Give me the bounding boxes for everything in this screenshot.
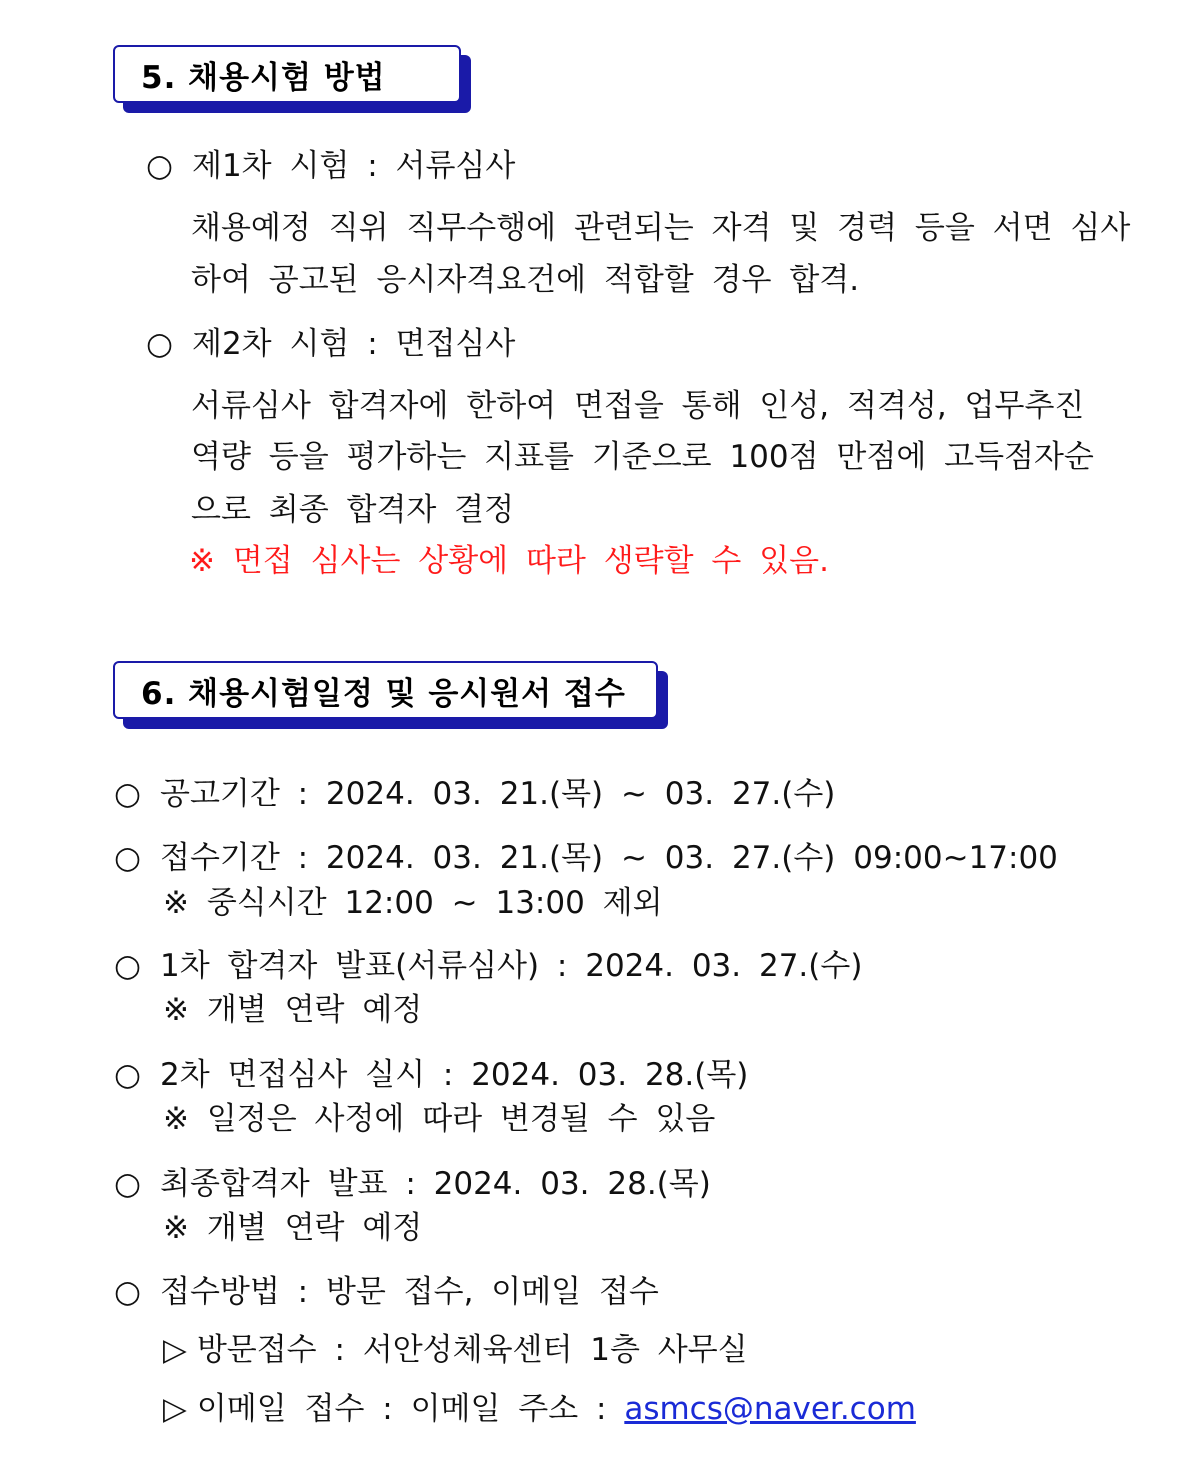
schedule-item-interview (114, 1055, 748, 1095)
schedule-item-final-result (114, 1164, 711, 1204)
section-5-header (113, 45, 461, 103)
circle-bullet-icon: ○ (114, 1274, 142, 1310)
exam-2-label: 제2차 시험 : 면접심사 (192, 326, 516, 362)
circle-bullet-icon: ○ (146, 326, 174, 362)
section-5-title: 5. 채용시험 방법 (113, 45, 461, 103)
schedule-item-text: 공고기간 : 2024. 03. 21.(목) ~ 03. 27.(수) (160, 776, 836, 812)
exam-1-desc-line-1: 채용예정 직위 직무수행에 관련되는 자격 및 경력 등을 서면 심사 (191, 210, 1131, 246)
email-link[interactable]: asmcs@naver.com (624, 1391, 916, 1427)
circle-bullet-icon: ○ (114, 1166, 142, 1202)
sub-item-email (163, 1389, 916, 1429)
schedule-item-text: 2차 면접심사 실시 : 2024. 03. 28.(목) (160, 1057, 749, 1093)
schedule-item-announcement (114, 774, 835, 814)
exam-1-label-row (146, 146, 515, 186)
exam-1-label: 제1차 시험 : 서류심사 (192, 148, 516, 184)
schedule-item-note: ※ 개별 연락 예정 (163, 992, 423, 1028)
schedule-item-text: 접수방법 : 방문 접수, 이메일 접수 (160, 1274, 659, 1310)
schedule-item-note: ※ 개별 연락 예정 (163, 1210, 423, 1246)
exam-2-label-row (146, 324, 515, 364)
triangle-bullet-icon: ▷ (163, 1332, 187, 1368)
schedule-item-method (114, 1272, 659, 1312)
schedule-item-note: ※ 일정은 사정에 따라 변경될 수 있음 (163, 1101, 716, 1137)
circle-bullet-icon: ○ (114, 1057, 142, 1093)
circle-bullet-icon: ○ (114, 776, 142, 812)
schedule-item-note: ※ 중식시간 12:00 ~ 13:00 제외 (163, 885, 663, 921)
section-6-title: 6. 채용시험일정 및 응시원서 접수 (113, 661, 658, 719)
sub-item-visit (163, 1330, 748, 1370)
circle-bullet-icon: ○ (114, 840, 142, 876)
circle-bullet-icon: ○ (146, 148, 174, 184)
sub-item-text: 방문접수 : 서안성체육센터 1층 사무실 (196, 1332, 748, 1368)
triangle-bullet-icon: ▷ (163, 1391, 187, 1427)
schedule-item-text: 접수기간 : 2024. 03. 21.(목) ~ 03. 27.(수) 09:00~17:00 (160, 840, 1058, 876)
exam-2-desc-line-3: 으로 최종 합격자 결정 (191, 492, 515, 528)
exam-1-desc-line-2: 하여 공고된 응시자격요건에 적합할 경우 합격. (191, 262, 860, 298)
sub-item-text: 이메일 접수 : 이메일 주소 : (196, 1391, 625, 1427)
exam-2-note: ※ 면접 심사는 상황에 따라 생략할 수 있음. (189, 543, 829, 579)
section-6-header (113, 661, 658, 719)
circle-bullet-icon: ○ (114, 948, 142, 984)
schedule-item-reception (114, 838, 1058, 878)
schedule-item-text: 최종합격자 발표 : 2024. 03. 28.(목) (160, 1166, 711, 1202)
exam-2-desc-line-2: 역량 등을 평가하는 지표를 기준으로 100점 만점에 고득점자순 (191, 439, 1094, 475)
exam-2-desc-line-1: 서류심사 합격자에 한하여 면접을 통해 인성, 적격성, 업무추진 (191, 388, 1085, 424)
schedule-item-text: 1차 합격자 발표(서류심사) : 2024. 03. 27.(수) (160, 948, 863, 984)
schedule-item-first-result (114, 946, 862, 986)
